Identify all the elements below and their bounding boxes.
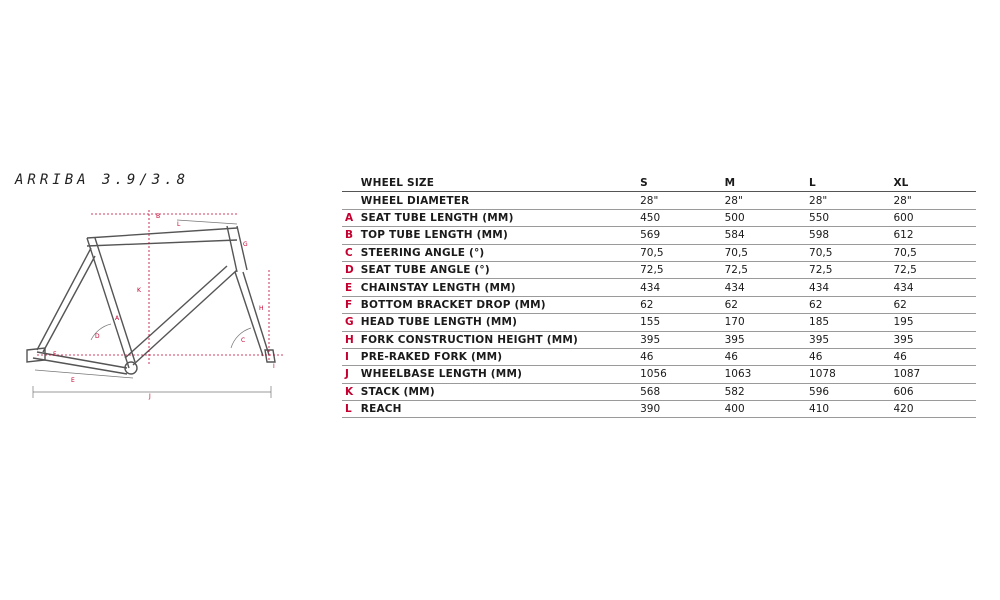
dimension-lines (33, 220, 271, 398)
value-size-s: 1056 (638, 366, 722, 383)
value-size-m: 584 (723, 227, 807, 244)
row-letter: B (342, 227, 361, 244)
value-size-l: 598 (807, 227, 891, 244)
value-size-s: 395 (638, 331, 722, 348)
label-a: A (115, 315, 120, 322)
value-size-xl: 1087 (891, 366, 976, 383)
value-size-xl: 46 (891, 348, 976, 365)
value-size-l: 72,5 (807, 261, 891, 278)
value-size-m: 72,5 (723, 261, 807, 278)
value-size-xl: 434 (891, 279, 976, 296)
row-letter (342, 192, 361, 209)
table-row (342, 296, 976, 313)
value-size-xl: 420 (891, 401, 976, 418)
value-size-xl: 395 (891, 331, 976, 348)
label-g: G (243, 241, 248, 248)
table-row (342, 261, 976, 278)
row-letter: I (342, 348, 361, 365)
table-row (342, 366, 976, 383)
value-size-s: 28" (638, 192, 722, 209)
label-e: E (71, 377, 75, 384)
value-size-xl: 62 (891, 296, 976, 313)
row-parameter: STEERING ANGLE (°) (361, 244, 638, 261)
value-size-m: 434 (723, 279, 807, 296)
value-size-s: 434 (638, 279, 722, 296)
value-size-l: 46 (807, 348, 891, 365)
row-letter: J (342, 366, 361, 383)
row-parameter: REACH (361, 401, 638, 418)
row-parameter: CHAINSTAY LENGTH (MM) (361, 279, 638, 296)
value-size-m: 582 (723, 383, 807, 400)
value-size-xl: 612 (891, 227, 976, 244)
value-size-m: 170 (723, 314, 807, 331)
header-letter (342, 175, 361, 192)
header-size-m: M (723, 175, 807, 192)
label-k: K (137, 287, 141, 294)
value-size-xl: 72,5 (891, 261, 976, 278)
label-i: I (273, 363, 275, 370)
header-size-xl: XL (891, 175, 976, 192)
label-b: B (156, 213, 161, 220)
table-header-row (342, 175, 976, 192)
value-size-l: 596 (807, 383, 891, 400)
value-size-s: 569 (638, 227, 722, 244)
row-parameter: STACK (MM) (361, 383, 638, 400)
model-title: ARRIBA 3.9/3.8 (15, 172, 190, 188)
label-j: J (149, 393, 151, 400)
value-size-s: 155 (638, 314, 722, 331)
geometry-table (342, 175, 976, 418)
value-size-xl: 600 (891, 209, 976, 226)
value-size-l: 395 (807, 331, 891, 348)
value-size-l: 62 (807, 296, 891, 313)
value-size-l: 410 (807, 401, 891, 418)
row-parameter: SEAT TUBE LENGTH (MM) (361, 209, 638, 226)
value-size-xl: 606 (891, 383, 976, 400)
row-letter: A (342, 209, 361, 226)
row-parameter: WHEELBASE LENGTH (MM) (361, 366, 638, 383)
row-letter: K (342, 383, 361, 400)
value-size-l: 70,5 (807, 244, 891, 261)
row-letter: G (342, 314, 361, 331)
value-size-m: 500 (723, 209, 807, 226)
row-letter: D (342, 261, 361, 278)
value-size-s: 72,5 (638, 261, 722, 278)
label-f: F (53, 351, 57, 358)
value-size-m: 400 (723, 401, 807, 418)
row-letter: E (342, 279, 361, 296)
row-letter: H (342, 331, 361, 348)
table-row (342, 383, 976, 400)
table-row (342, 209, 976, 226)
row-parameter: FORK CONSTRUCTION HEIGHT (MM) (361, 331, 638, 348)
header-size-s: S (638, 175, 722, 192)
value-size-m: 28" (723, 192, 807, 209)
table-row (342, 244, 976, 261)
row-parameter: PRE-RAKED FORK (MM) (361, 348, 638, 365)
value-size-s: 62 (638, 296, 722, 313)
value-size-s: 450 (638, 209, 722, 226)
value-size-l: 1078 (807, 366, 891, 383)
value-size-s: 46 (638, 348, 722, 365)
header-wheel-size: WHEEL SIZE (361, 175, 638, 192)
value-size-m: 70,5 (723, 244, 807, 261)
row-letter: L (342, 401, 361, 418)
label-c: C (241, 337, 246, 344)
frame-geometry-diagram (15, 200, 305, 410)
value-size-xl: 70,5 (891, 244, 976, 261)
value-size-l: 550 (807, 209, 891, 226)
value-size-s: 568 (638, 383, 722, 400)
value-size-s: 390 (638, 401, 722, 418)
dimension-letters (53, 213, 275, 400)
row-parameter: SEAT TUBE ANGLE (°) (361, 261, 638, 278)
frame-outline (27, 226, 275, 374)
row-letter: F (342, 296, 361, 313)
row-parameter: HEAD TUBE LENGTH (MM) (361, 314, 638, 331)
label-h: H (259, 305, 264, 312)
value-size-m: 62 (723, 296, 807, 313)
table-row (342, 227, 976, 244)
value-size-l: 185 (807, 314, 891, 331)
label-l: L (177, 221, 181, 228)
value-size-m: 395 (723, 331, 807, 348)
row-parameter: WHEEL DIAMETER (361, 192, 638, 209)
table-row (342, 331, 976, 348)
table-row (342, 192, 976, 209)
table-row (342, 348, 976, 365)
value-size-s: 70,5 (638, 244, 722, 261)
row-parameter: BOTTOM BRACKET DROP (MM) (361, 296, 638, 313)
value-size-m: 1063 (723, 366, 807, 383)
header-size-l: L (807, 175, 891, 192)
value-size-l: 434 (807, 279, 891, 296)
value-size-m: 46 (723, 348, 807, 365)
value-size-l: 28" (807, 192, 891, 209)
label-d: D (95, 333, 100, 340)
value-size-xl: 195 (891, 314, 976, 331)
value-size-xl: 28" (891, 192, 976, 209)
table-row (342, 314, 976, 331)
row-parameter: TOP TUBE LENGTH (MM) (361, 227, 638, 244)
table-row (342, 279, 976, 296)
row-letter: C (342, 244, 361, 261)
table-row (342, 401, 976, 418)
